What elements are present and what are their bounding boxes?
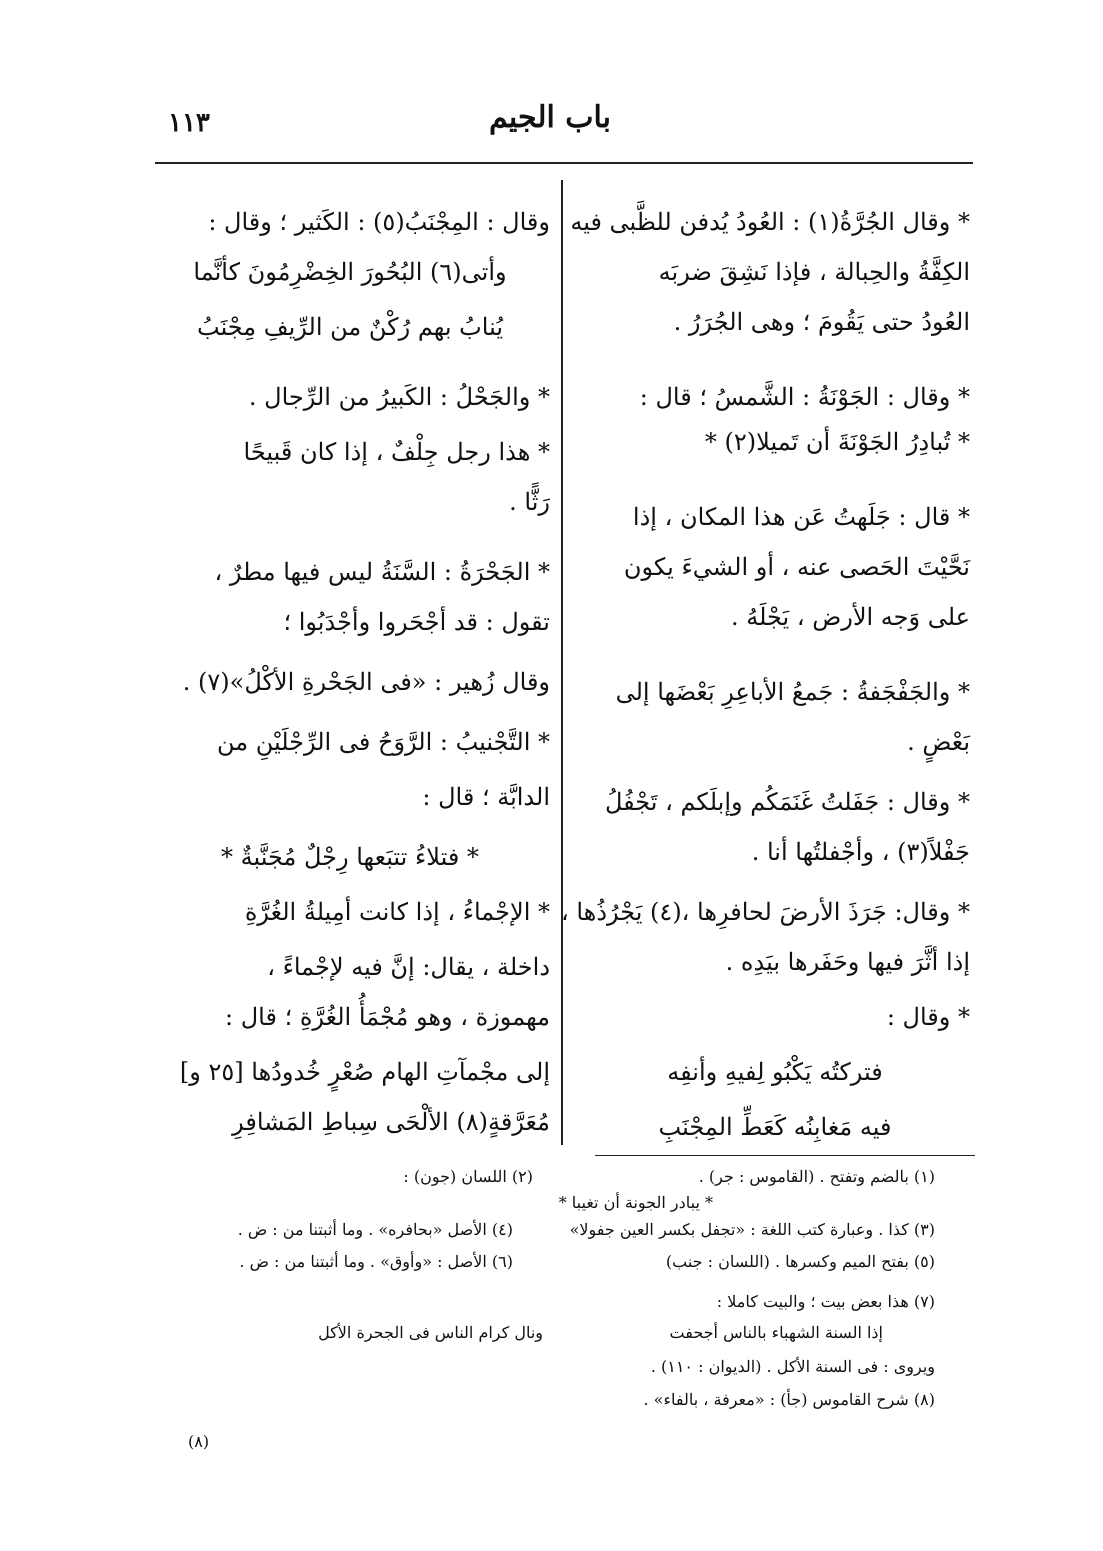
text-line: * وقال: جَرَذَ الأرضَ لحافرِها ،(٤) يَجْرُذُها ، bbox=[560, 898, 970, 926]
verse-line: يُنابُ بهم رُكْنٌ من الرِّيفِ مِجْنَبُ bbox=[197, 313, 503, 341]
text-line: * وقال : جَفَلتُ غَنَمَكُم وإبلَكم ، تَجْفُلُ bbox=[604, 788, 970, 816]
footnote-5: (٥) بفتح الميم وكسرها . (اللسان : جنب) bbox=[665, 1252, 935, 1271]
text-line: وقال : المِجْنَبُ(٥) : الكَثير ؛ وقال : bbox=[208, 208, 550, 236]
text-line: * قال : جَلَهتُ عَن هذا المكان ، إذا bbox=[632, 503, 970, 531]
text-line: نَحَّيْتَ الحَصى عنه ، أو الشيءَ يكون bbox=[623, 553, 970, 581]
text-line: داخلة ، يقال: إنَّ فيه لإجْماءً ، bbox=[267, 953, 550, 981]
footnote-3: (٣) كذا . وعبارة كتب اللغة : «تجفل بكسر العين جفولا» bbox=[569, 1220, 935, 1239]
text-line: رَثًّا . bbox=[509, 488, 550, 516]
text-line: * التَّجْنيبُ : الرَّوَحُ فى الرِّجْلَيْنِ من bbox=[216, 728, 550, 756]
text-line: * وقال الجُرَّةُ(١) : العُودُ يُدفن للظَّبى فيه bbox=[570, 208, 970, 236]
text-line: إذا أثَّرَ فيها وحَفَرها بيَدِه . bbox=[725, 948, 970, 976]
text-line: الدابَّة ؛ قال : bbox=[422, 783, 550, 811]
footnote-6: (٦) الأصل : «وأوق» . وما أثبتنا من : ض . bbox=[239, 1252, 513, 1271]
text-line: * الإجْماءُ ، إذا كانت أمِيلةُ الغُرَّةِ bbox=[244, 898, 550, 926]
footnote-1: (١) بالضم وتفتح . (القاموس : جر) . bbox=[698, 1167, 935, 1186]
text-line: مهموزة ، وهو مُجْمَأُ الغُرَّةِ ؛ قال : bbox=[225, 1003, 550, 1031]
footnote-7-verse-2: ونال كرام الناس فى الجحرة الأكل bbox=[318, 1323, 543, 1342]
text-line: * وقال : bbox=[886, 1003, 970, 1031]
verse-line: فيه مَغابِنُه كَعَطِّ المِجْنَبِ bbox=[658, 1113, 892, 1141]
text-line: بَعْضٍ . bbox=[907, 728, 970, 756]
footnote-2-verse: * يبادر الجونة أن تغيبا * bbox=[558, 1193, 713, 1212]
text-line: جَفْلاً(٣) ، وأجْفلتُها أنا . bbox=[751, 838, 970, 866]
text-line: * هذا رجل جِلْفٌ ، إذا كان قَبيحًا bbox=[243, 438, 550, 466]
text-line: * والجَحْلُ : الكَبيرُ من الرِّجال . bbox=[248, 383, 550, 411]
verse-line: وأتى(٦) البُحُورَ الخِضْرِمُونَ كأنَّما bbox=[193, 258, 507, 286]
text-line: * وقال : الجَوْنَةُ : الشَّمسُ ؛ قال : bbox=[639, 383, 970, 411]
page-number: ١١٣ bbox=[168, 108, 210, 138]
verse-line: * فتلاءُ تتبَعها رِجْلٌ مُجَنَّبةٌ * bbox=[221, 843, 479, 871]
footnote-7-note: ويروى : فى السنة الأكل . (الديوان : ١١٠) . bbox=[650, 1357, 935, 1376]
footnote-2: (٢) اللسان (جون) : bbox=[403, 1167, 533, 1186]
text-line: على وَجه الأرض ، يَجْلَهُ . bbox=[730, 603, 970, 631]
verse-line: فتركتُه يَكْبُو لِفيهِ وأنفِه bbox=[667, 1058, 883, 1086]
text-line: تقول : قد أجْحَروا وأجْدَبُوا ؛ bbox=[283, 608, 550, 636]
text-line: العُودُ حتى يَقُومَ ؛ وهى الجُرَرُ . bbox=[673, 308, 970, 336]
footnote-8: (٨) شرح القاموس (جأ) : «معرفة ، بالفاء» . bbox=[643, 1390, 935, 1409]
text-line: * الجَحْرَةُ : السَّنَةُ ليس فيها مطرٌ ، bbox=[214, 558, 550, 586]
verse-line: إلى مجْمآتِ الهام صُعْرٍ خُدودُها [٢٥ و] bbox=[179, 1058, 550, 1086]
chapter-title: باب الجيم bbox=[488, 100, 612, 135]
text-line: وقال زُهير : «فى الجَحْرةِ الأكْلُ»(٧) . bbox=[182, 668, 550, 696]
footnote-4: (٤) الأصل «بحافره» . وما أثبتنا من : ض . bbox=[237, 1220, 513, 1239]
signature-mark: (٨) bbox=[188, 1432, 210, 1451]
text-line: * تُبادِرُ الجَوْنَةَ أن تَميلا(٢) * bbox=[704, 428, 970, 456]
text-line: * والجَفْجَفةُ : جَمعُ الأباعِرِ بَعْضَها إلى bbox=[615, 678, 970, 706]
verse-line: مُعَرَّقةٍ(٨) الألْحَى سِباطِ المَشافِرِ bbox=[232, 1108, 550, 1136]
header-rule bbox=[155, 162, 973, 164]
column-divider bbox=[561, 180, 563, 1145]
text-line: الكِفَّةُ والحِبالة ، فإذا نَشِقَ ضربَه bbox=[658, 258, 970, 286]
footnote-7: (٧) هذا بعض بيت ؛ والبيت كاملا : bbox=[716, 1292, 935, 1311]
footnote-rule bbox=[595, 1155, 975, 1156]
footnote-7-verse-1: إذا السنة الشهباء بالناس أجحفت bbox=[669, 1323, 883, 1342]
